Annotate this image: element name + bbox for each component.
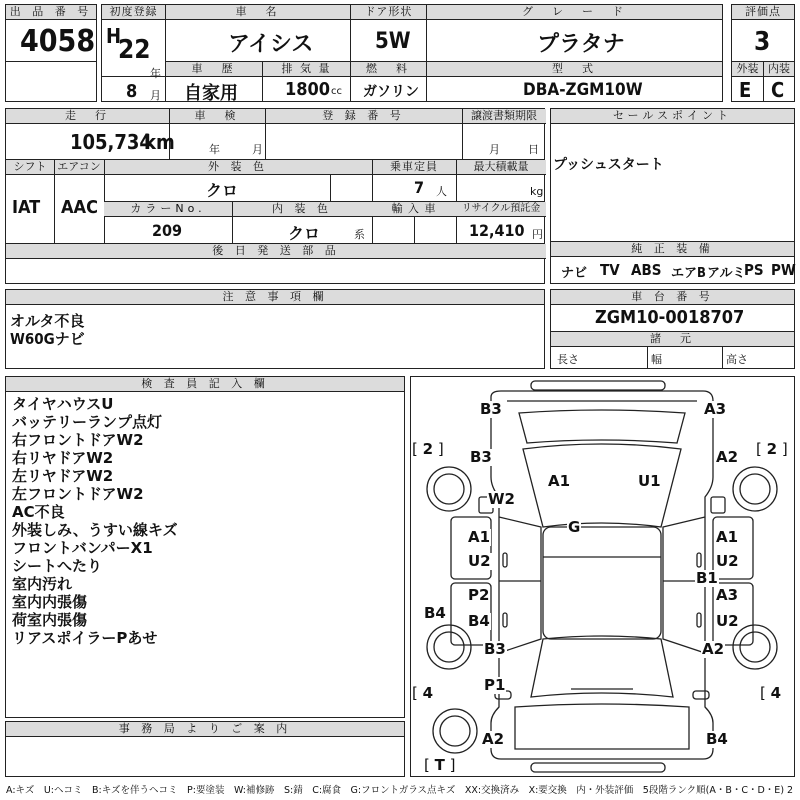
transfer-day-unit: 日 — [528, 143, 539, 156]
notes-label: 注 意 事 項 欄 — [6, 290, 544, 305]
score-label: 評価点 — [732, 5, 794, 20]
first-registration-label: 初度登録 — [102, 5, 165, 20]
mileage: 105,734 — [70, 130, 152, 154]
damage-mark: A1 — [716, 528, 739, 546]
insp-month-unit: 月 — [252, 143, 263, 156]
damage-mark: P1 — [484, 676, 506, 694]
insp-year-unit: 年 — [209, 143, 220, 156]
door-label: ドア形状 — [351, 5, 426, 20]
sales-point-label: セールスポイント — [551, 109, 794, 124]
fuel-label: 燃 料 — [351, 62, 426, 77]
inspector-line: 右リヤドアW2 — [12, 449, 114, 467]
sales-point-box — [550, 108, 795, 242]
damage-mark: A2 — [482, 730, 505, 748]
capacity: 7 — [414, 178, 425, 197]
equipment-item-ps: PS — [744, 261, 764, 279]
inspector-line: AC不良 — [12, 503, 65, 521]
inspector-line: 室内内張傷 — [12, 593, 88, 611]
year-unit: 年 — [150, 67, 161, 80]
exterior-grade-box — [731, 61, 764, 102]
equipment-item-tv: TV — [600, 261, 620, 279]
office-box — [5, 721, 405, 777]
inspector-line: シートへたり — [12, 557, 103, 575]
equipment-box — [550, 241, 795, 284]
recycle-amount: 12,410 — [469, 221, 525, 240]
model-box — [426, 61, 723, 102]
fuel-box — [350, 61, 427, 102]
reg-year: 22 — [118, 35, 151, 65]
spare-tire-label: [ T ] — [424, 756, 456, 774]
inspector-line: 左フロントドアW2 — [12, 485, 144, 503]
sales-point-text: プッシュスタート — [553, 157, 664, 173]
displacement-unit: cc — [331, 86, 342, 97]
history-box — [165, 61, 263, 102]
inspector-line: 左リヤドアW2 — [12, 467, 114, 485]
equipment-item-alumi: アルミ — [707, 266, 746, 281]
reg-no-label: 登 録 番 号 — [265, 109, 462, 124]
history: 自家用 — [184, 83, 238, 104]
transfer-month-unit: 月 — [489, 143, 500, 156]
damage-mark: U2 — [716, 552, 739, 570]
damage-mark: A2 — [702, 640, 725, 658]
chassis-number: ZGM10-0018707 — [595, 307, 745, 328]
lot-blank-box — [5, 61, 97, 102]
inspector-box — [5, 376, 405, 718]
damage-mark: B1 — [696, 569, 718, 587]
tire-label-rear-right: [ 4 — [760, 684, 782, 702]
chassis-box — [550, 289, 795, 369]
reg-month: 8 — [126, 81, 138, 102]
color-no-label: カラーNo. — [104, 202, 232, 217]
lot-number-label: 出 品 番 号 — [6, 5, 96, 20]
car-diagram — [410, 376, 795, 777]
door-type: 5W — [375, 29, 411, 54]
displacement: 1800 — [285, 79, 331, 100]
max-load-label: 最大積載量 — [456, 160, 546, 175]
equipment-item-airbag: エアB — [671, 266, 706, 281]
capacity-unit: 人 — [436, 185, 447, 198]
fuel: ガソリン — [363, 84, 419, 100]
displacement-box — [262, 61, 351, 102]
chassis-label: 車 台 番 号 — [551, 290, 794, 305]
length-label: 長さ — [557, 353, 579, 366]
equipment-label: 純 正 装 備 — [551, 242, 794, 257]
damage-mark: B3 — [484, 640, 506, 658]
inspector-line: バッテリーランプ点灯 — [12, 413, 163, 431]
inspector-line: 右フロントドアW2 — [12, 431, 144, 449]
lot-number-box — [5, 4, 97, 62]
ext-color-label: 外 装 色 — [104, 160, 372, 175]
exterior-label: 外装 — [732, 62, 763, 77]
first-registration-box — [101, 4, 166, 102]
grade: プラタナ — [537, 32, 625, 57]
damage-mark: A1 — [548, 472, 571, 490]
int-color: クロ — [288, 224, 321, 243]
mileage-unit: km — [144, 130, 175, 154]
grade-box — [426, 4, 723, 62]
width-label: 幅 — [651, 353, 662, 366]
height-label: 高さ — [726, 353, 748, 366]
ac: AAC — [61, 197, 98, 218]
inspector-label: 検 査 員 記 入 欄 — [6, 377, 404, 392]
inspector-line: 外装しみ、うすい線キズ — [12, 521, 178, 539]
damage-mark: B4 — [706, 730, 728, 748]
car-name-label: 車 名 — [166, 5, 350, 20]
note-line-2: W60Gナビ — [10, 330, 85, 348]
model-label: 型 式 — [427, 62, 722, 77]
damage-mark: B3 — [470, 448, 492, 466]
car-name: アイシス — [228, 32, 314, 57]
int-color-unit: 系 — [354, 228, 365, 241]
equipment-item-abs: ABS — [631, 261, 662, 279]
tire-label-front-right: [ 2 ] — [756, 440, 788, 458]
damage-mark: W2 — [488, 490, 515, 508]
model: DBA-ZGM10W — [523, 80, 643, 100]
damage-mark: A1 — [468, 528, 491, 546]
damage-mark: U2 — [716, 612, 739, 630]
damage-mark: G — [568, 518, 581, 536]
later-parts-label: 後 日 発 送 部 品 — [6, 244, 546, 259]
score-box — [731, 4, 795, 62]
equipment-item-pw: PW — [771, 261, 796, 279]
damage-mark: U2 — [468, 552, 491, 570]
capacity-label: 乗車定員 — [372, 160, 456, 175]
specs-label: 諸 元 — [551, 332, 794, 347]
interior-grade-box — [763, 61, 795, 102]
legend: A:キズ U:ヘコミ B:キズを伴うヘコミ P:要塗装 W:補修跡 S:錆 C:腐食 G:フロントガラス点キズ XX:交換済み X:要交換 内・外装評価 5段階ランク順(A・B・C・D・E) 2 — [6, 785, 794, 796]
damage-mark: B4 — [424, 604, 446, 622]
tire-label-front-left: [ 2 ] — [412, 440, 444, 458]
car-outline — [411, 377, 794, 776]
month-unit: 月 — [150, 89, 161, 102]
inspector-line: 室内汚れ — [12, 575, 73, 593]
inspector-line: タイヤハウスU — [12, 395, 114, 413]
score: 3 — [754, 27, 771, 57]
tire-label-rear-left: [ 4 — [412, 684, 434, 702]
mileage-label: 走 行 — [6, 109, 169, 124]
inspector-list — [12, 395, 178, 647]
recycle-label: リサイクル預託金 — [456, 202, 546, 217]
era: H — [106, 24, 122, 48]
history-label: 車 歴 — [166, 62, 262, 77]
office-label: 事 務 局 よ り ご 案 内 — [6, 722, 404, 737]
spec-block — [5, 108, 545, 284]
inspector-line: フロントバンパーX1 — [12, 539, 153, 557]
damage-mark: B3 — [480, 400, 502, 418]
damage-mark: P2 — [468, 586, 490, 604]
door-box — [350, 4, 427, 62]
shift: IAT — [12, 197, 41, 218]
damage-mark: A3 — [716, 586, 739, 604]
displacement-label: 排 気 量 — [263, 62, 350, 77]
damage-mark: A3 — [704, 400, 727, 418]
ac-label: エアコン — [54, 160, 104, 175]
equipment-item-navi: ナビ — [561, 266, 588, 281]
damage-mark: A2 — [716, 448, 739, 466]
lot-number: 4058 — [20, 24, 96, 59]
damage-mark: B4 — [468, 612, 490, 630]
max-load-unit: kg — [530, 185, 544, 198]
ext-color: クロ — [206, 181, 239, 200]
damage-mark: U1 — [638, 472, 661, 490]
note-line-1: オルタ不良 — [10, 312, 85, 330]
transfer-label: 譲渡書類期限 — [462, 109, 546, 124]
import-label: 輸 入 車 — [372, 202, 456, 217]
shift-label: シフト — [6, 160, 54, 175]
interior-grade: C — [771, 78, 785, 102]
car-name-box — [165, 4, 351, 62]
grade-label: グ レ ー ド — [427, 5, 722, 20]
inspection-label: 車 検 — [169, 109, 265, 124]
int-color-label: 内 装 色 — [232, 202, 372, 217]
color-no: 209 — [152, 221, 183, 240]
interior-label: 内装 — [764, 62, 794, 77]
inspector-line: 荷室内張傷 — [12, 611, 88, 629]
exterior-grade: E — [739, 78, 752, 102]
recycle-unit: 円 — [532, 228, 543, 241]
inspector-line: リアスポイラーPあせ — [12, 629, 158, 647]
notes-box — [5, 289, 545, 369]
